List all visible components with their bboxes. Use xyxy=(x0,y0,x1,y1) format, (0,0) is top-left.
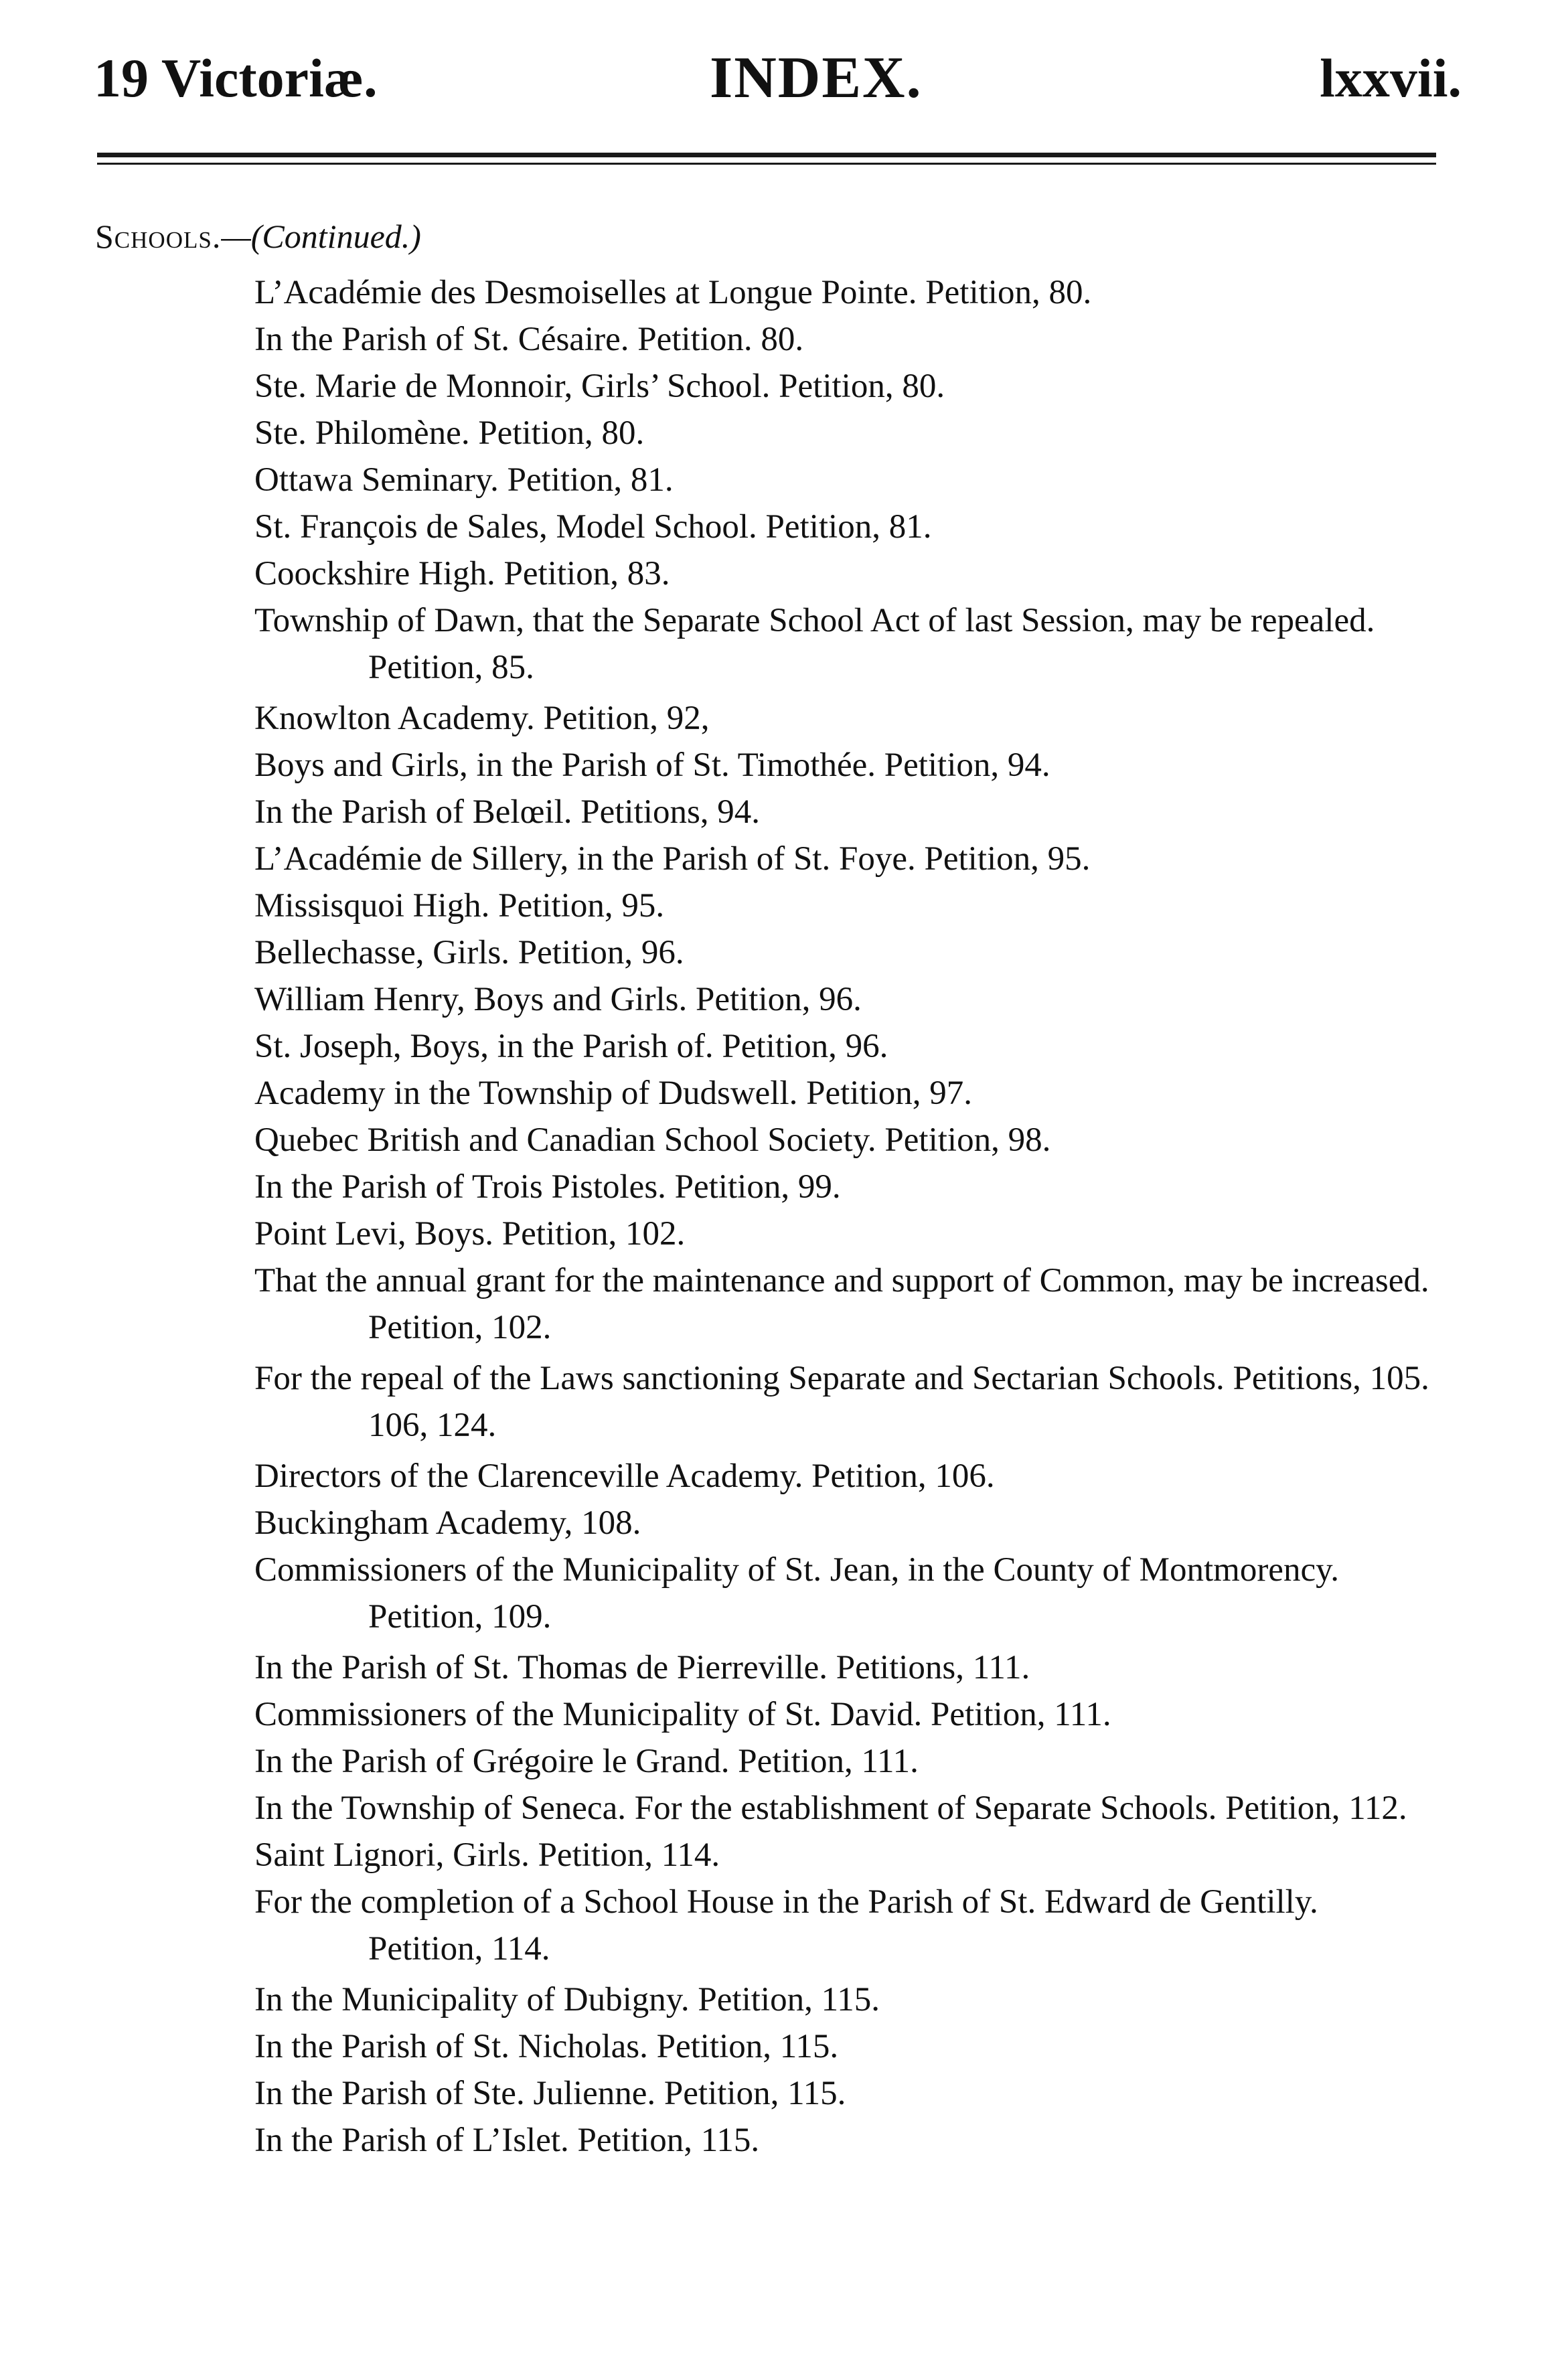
index-entry: St. François de Sales, Model School. Petition, 81. xyxy=(254,508,932,546)
index-entry: In the Parish of Ste. Julienne. Petition, 115. xyxy=(254,2075,846,2112)
section-continued: —(Continued.) xyxy=(221,218,421,255)
index-entry: Buckingham Academy, 108. xyxy=(254,1504,641,1542)
header-rule-thick xyxy=(97,153,1436,157)
index-entry: Academy in the Township of Dudswell. Petition, 97. xyxy=(254,1075,973,1112)
index-entry: Point Levi, Boys. Petition, 102. xyxy=(254,1215,686,1253)
index-entry: In the Township of Seneca. For the establishment of Separate Schools. Petition, 112. xyxy=(254,1790,1407,1827)
index-entry: Coockshire High. Petition, 83. xyxy=(254,555,670,592)
index-entry: L’Académie des Desmoiselles at Longue Pointe. Petition, 80. xyxy=(254,274,1092,311)
index-entry: L’Académie de Sillery, in the Parish of St. Foye. Petition, 95. xyxy=(254,840,1091,878)
index-entry: For the completion of a School House in the Parish of St. Edward de Gentilly. Petition, 114. xyxy=(254,1883,1318,1968)
index-entry: Quebec British and Canadian School Society. Petition, 98. xyxy=(254,1121,1051,1159)
index-entry: Ste. Philomène. Petition, 80. xyxy=(254,414,645,452)
index-entry: Missisquoi High. Petition, 95. xyxy=(254,887,665,925)
section-heading xyxy=(95,213,421,260)
index-entry: Township of Dawn, that the Separate School Act of last Session, may be repealed. Petition, 85. xyxy=(254,602,1375,686)
index-entry: Boys and Girls, in the Parish of St. Timothée. Petition, 94. xyxy=(254,746,1050,784)
volume-label: 19 Victoriæ. xyxy=(94,48,378,108)
index-entry: Bellechasse, Girls. Petition, 96. xyxy=(254,934,684,971)
index-entry: That the annual grant for the maintenance and support of Common, may be increased. Petition, 102. xyxy=(254,1262,1429,1346)
index-entry: Ste. Marie de Monnoir, Girls’ School. Petition, 80. xyxy=(254,368,945,405)
index-entry: Commissioners of the Municipality of St. Jean, in the County of Montmorency. Petition, 109. xyxy=(254,1551,1340,1636)
section-name: Schools. xyxy=(95,218,222,255)
index-entry: In the Parish of St. Césaire. Petition. 80. xyxy=(254,321,804,358)
index-entry: For the repeal of the Laws sanctioning Separate and Sectarian Schools. Petitions, 105. 106, 124. xyxy=(254,1360,1429,1444)
index-entry: In the Parish of St. Thomas de Pierreville. Petitions, 111. xyxy=(254,1649,1030,1686)
index-entry: William Henry, Boys and Girls. Petition, 96. xyxy=(254,981,862,1018)
index-entry: In the Parish of St. Nicholas. Petition, 115. xyxy=(254,2028,839,2065)
index-entry: In the Parish of Trois Pistoles. Petition, 99. xyxy=(254,1168,841,1206)
page-number: lxxvii. xyxy=(1320,48,1462,108)
index-entry: Directors of the Clarenceville Academy. Petition, 106. xyxy=(254,1457,995,1495)
running-head xyxy=(0,35,1562,122)
index-entry: In the Parish of Belœil. Petitions, 94. xyxy=(254,793,761,831)
index-entry: Saint Lignori, Girls. Petition, 114. xyxy=(254,1836,720,1874)
index-entry: In the Parish of Grégoire le Grand. Petition, 111. xyxy=(254,1743,919,1780)
page-title: INDEX. xyxy=(710,46,923,110)
index-entry: Ottawa Seminary. Petition, 81. xyxy=(254,461,674,499)
header-rule-thin xyxy=(97,163,1436,165)
index-entry: Commissioners of the Municipality of St. David. Petition, 111. xyxy=(254,1696,1111,1733)
index-entry: In the Municipality of Dubigny. Petition, 115. xyxy=(254,1981,880,2018)
index-entries xyxy=(254,269,1439,2164)
index-entry: In the Parish of L’Islet. Petition, 115. xyxy=(254,2122,760,2159)
index-entry: Knowlton Academy. Petition, 92, xyxy=(254,700,710,737)
index-entry: St. Joseph, Boys, in the Parish of. Petition, 96. xyxy=(254,1028,888,1065)
